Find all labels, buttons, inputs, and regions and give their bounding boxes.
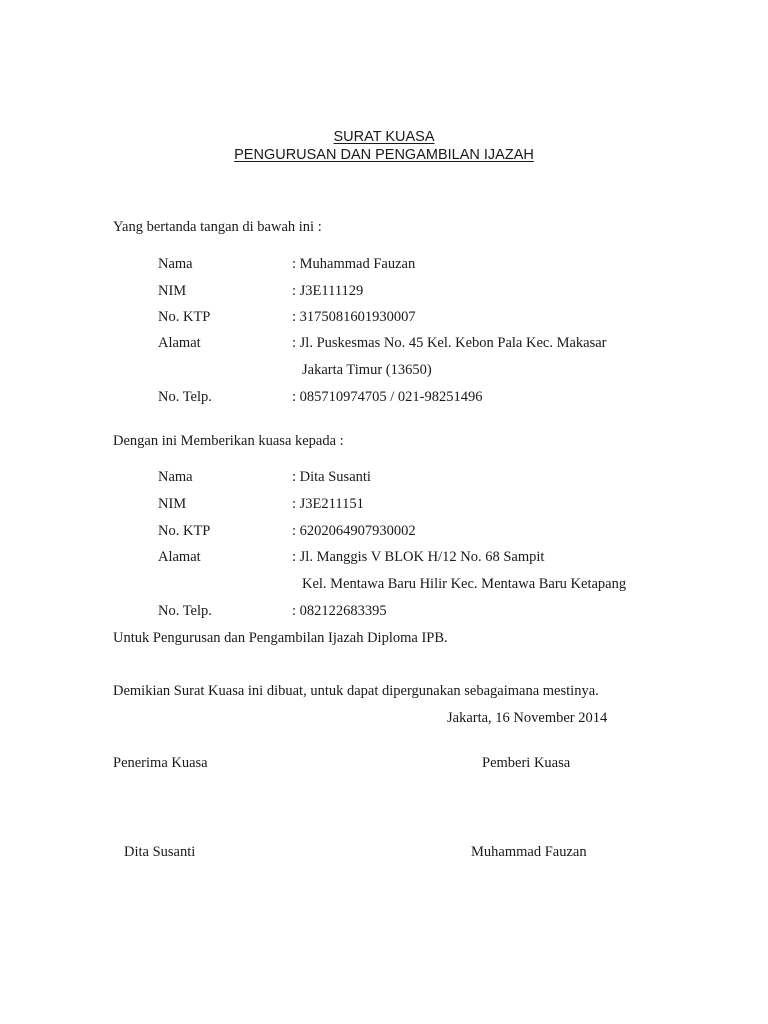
- recipient-title: Penerima Kuasa: [113, 755, 208, 771]
- grantee-nim-value: : J3E211151: [292, 496, 364, 512]
- grantor-ktp-label: No. KTP: [158, 309, 211, 325]
- recipient-name: Dita Susanti: [124, 844, 196, 860]
- purpose-text: Untuk Pengurusan dan Pengambilan Ijazah Diploma IPB.: [113, 630, 448, 646]
- grantee-nama-value: : Dita Susanti: [292, 469, 371, 485]
- title-line-2: PENGURUSAN DAN PENGAMBILAN IJAZAH: [234, 147, 534, 163]
- grant-statement: Dengan ini Memberikan kuasa kepada :: [113, 433, 344, 449]
- grantor-alamat-label: Alamat: [158, 335, 201, 351]
- grantor-telp-value: : 085710974705 / 021-98251496: [292, 389, 483, 405]
- grantor-alamat-value: : Jl. Puskesmas No. 45 Kel. Kebon Pala Kec. Makasar: [292, 335, 607, 351]
- grantor-ktp-value: : 3175081601930007: [292, 309, 416, 325]
- intro-text: Yang bertanda tangan di bawah ini :: [113, 219, 322, 235]
- grantee-telp-label: No. Telp.: [158, 603, 212, 619]
- grantor-alamat-value-2: Jakarta Timur (13650): [302, 362, 432, 378]
- place-date: Jakarta, 16 November 2014: [447, 710, 608, 726]
- grantor-nim-value: : J3E111129: [292, 283, 364, 299]
- document-subtitle: [0, 146, 768, 164]
- grantor-nama-label: Nama: [158, 256, 193, 272]
- title-line-1: SURAT KUASA: [333, 129, 435, 145]
- document-title: [0, 128, 768, 146]
- grantor-name: Muhammad Fauzan: [471, 844, 587, 860]
- grantee-telp-value: : 082122683395: [292, 603, 387, 619]
- grantee-ktp-label: No. KTP: [158, 523, 211, 539]
- grantee-nim-label: NIM: [158, 496, 187, 512]
- grantor-title: Pemberi Kuasa: [482, 755, 571, 771]
- grantee-alamat-label: Alamat: [158, 549, 201, 565]
- grantee-nama-label: Nama: [158, 469, 193, 485]
- grantee-alamat-value: : Jl. Manggis V BLOK H/12 No. 68 Sampit: [292, 549, 545, 565]
- grantor-telp-label: No. Telp.: [158, 389, 212, 405]
- grantee-ktp-value: : 6202064907930002: [292, 523, 416, 539]
- grantor-nim-label: NIM: [158, 283, 187, 299]
- closing-text: Demikian Surat Kuasa ini dibuat, untuk dapat dipergunakan sebagaimana mestinya.: [113, 683, 599, 699]
- grantor-nama-value: : Muhammad Fauzan: [292, 256, 416, 272]
- grantee-alamat-value-2: Kel. Mentawa Baru Hilir Kec. Mentawa Baru Ketapang: [302, 576, 627, 592]
